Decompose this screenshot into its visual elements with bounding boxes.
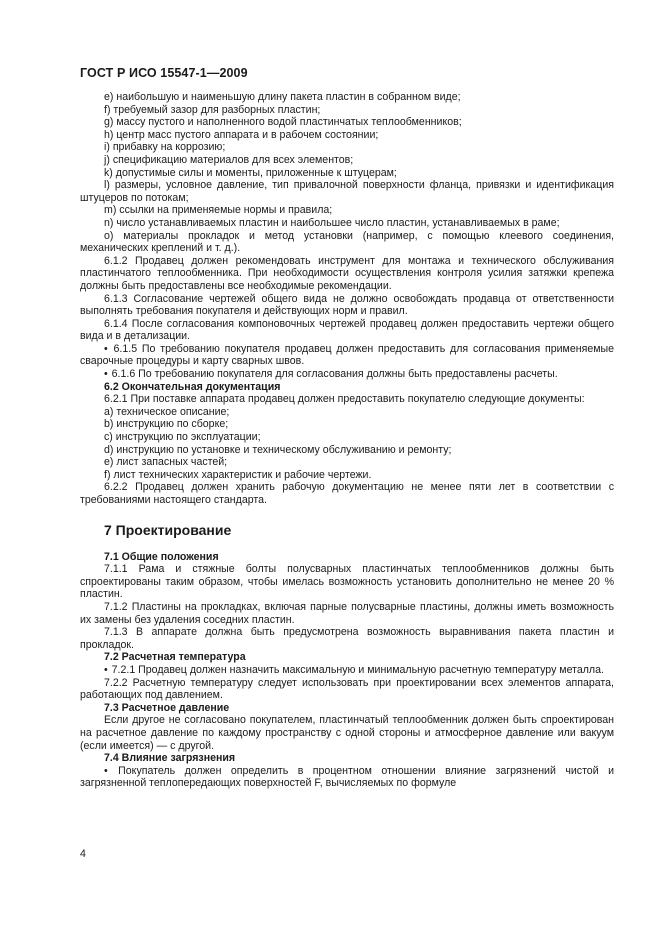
paragraph: а) техническое описание; <box>104 405 230 418</box>
paragraph: е) лист запасных частей; <box>104 456 228 469</box>
paragraph: 7.1.1 Рама и стяжные болты полусварных пластинчатых теплообменников должны быть спроектированы таким образом, чтобы имелась возможность установить дополнительно не менее 20 % пластин. <box>80 563 614 601</box>
subsection-heading: 6.2 Окончательная документация <box>104 380 281 393</box>
paragraph: f) лист технических характеристик и рабочие чертежи. <box>104 468 372 481</box>
paragraph: k) допустимые силы и моменты, приложенные к штуцерам; <box>104 166 397 179</box>
paragraph: 6.2.1 При поставке аппарата продавец должен предоставить покупателю следующие документы: <box>104 393 585 406</box>
paragraph: 7.2.2 Расчетную температуру следует использовать при проектировании всех элементов аппарата, работающих под давлением. <box>80 676 614 702</box>
paragraph: m) ссылки на применяемые нормы и правила; <box>104 204 333 217</box>
paragraph: f) требуемый зазор для разборных пластин; <box>104 103 321 116</box>
paragraph: l) размеры, условное давление, тип привалочной поверхности фланца, привязки и идентификация штуцеров по потокам; <box>80 179 614 204</box>
paragraph: 6.1.3 Согласование чертежей общего вида не должно освобождать продавца от ответственности выполнять требования покупателя и действующих норм и правил. <box>80 292 614 318</box>
subsection-heading: 7.3 Расчетное давление <box>104 701 230 714</box>
paragraph: g) массу пустого и наполненного водой пластинчатых теплообменников; <box>104 116 462 129</box>
page-number: 4 <box>80 848 86 860</box>
subsection-heading: 7.1 Общие положения <box>104 550 219 563</box>
paragraph: 7.1.3 В аппарате должна быть предусмотрена возможность выравнивания пакета пластин и прокладок. <box>80 626 614 651</box>
paragraph: с) инструкцию по эксплуатации; <box>104 431 261 444</box>
paragraph: Если другое не согласовано покупателем, пластинчатый теплообменник должен быть спроектирован на расчетное давление по каждому пространству с одной стороны и атмосферное давление или вакуум (если имеется) — с другой. <box>80 714 614 752</box>
paragraph: b) инструкцию по сборке; <box>104 418 229 431</box>
paragraph: е) наибольшую и наименьшую длину пакета пластин в собранном виде; <box>104 91 461 103</box>
paragraph: i) прибавку на коррозию; <box>104 141 226 154</box>
section-heading: 7 Проектирование <box>104 521 232 538</box>
marked-paragraph: • 6.1.6 По требованию покупателя для согласования должны быть предоставлены расчеты. <box>80 368 614 381</box>
paragraph: 6.2.2 Продавец должен хранить рабочую документацию не менее пяти лет в соответствии с требованиями настоящего стандарта. <box>80 481 614 506</box>
paragraph: h) центр масс пустого аппарата и в рабочем состоянии; <box>104 128 379 141</box>
paragraph: 6.1.2 Продавец должен рекомендовать инструмент для монтажа и технического обслуживания пластинчатого теплообменника. При необходимости осуществления контроля усилия затяжки крепежа должны быть предоставлены все необходимые рекомендации. <box>80 254 614 292</box>
paragraph: n) число устанавливаемых пластин и наибольшее число пластин, устанавливаемых в раме; <box>104 216 560 229</box>
paragraph: о) материалы прокладок и метод установки (например, с помощью клеевого соединения, механических креплений и т. д.). <box>80 229 614 255</box>
paragraph: j) спецификацию материалов для всех элементов; <box>104 153 354 166</box>
document-header: ГОСТ Р ИСО 15547-1—2009 <box>80 66 248 80</box>
subsection-heading: 7.2 Расчетная температура <box>104 651 246 664</box>
marked-paragraph: • 7.2.1 Продавец должен назначить максимальную и минимальную расчетную температуру металла. <box>80 664 614 677</box>
document-body <box>80 91 614 790</box>
paragraph: 6.1.4 После согласования компоновочных чертежей продавец должен предоставить чертежи общего вида и в детализации. <box>80 317 614 343</box>
marked-paragraph: • 6.1.5 По требованию покупателя продавец должен предоставить для согласования применяемые сварочные процедуры и карту сварных швов. <box>80 343 614 368</box>
paragraph: 7.1.2 Пластины на прокладках, включая парные полусварные пластины, должны иметь возможность их замены без удаления соседних пластин. <box>80 600 614 626</box>
subsection-heading: 7.4 Влияние загрязнения <box>104 752 236 765</box>
marked-paragraph: • Покупатель должен определить в процентном отношении влияние загрязнений чистой и загрязненной теплопередающих поверхностей F, вычисляемых по формуле <box>80 765 614 790</box>
paragraph: d) инструкцию по установке и техническому обслуживанию и ремонту; <box>104 443 452 456</box>
